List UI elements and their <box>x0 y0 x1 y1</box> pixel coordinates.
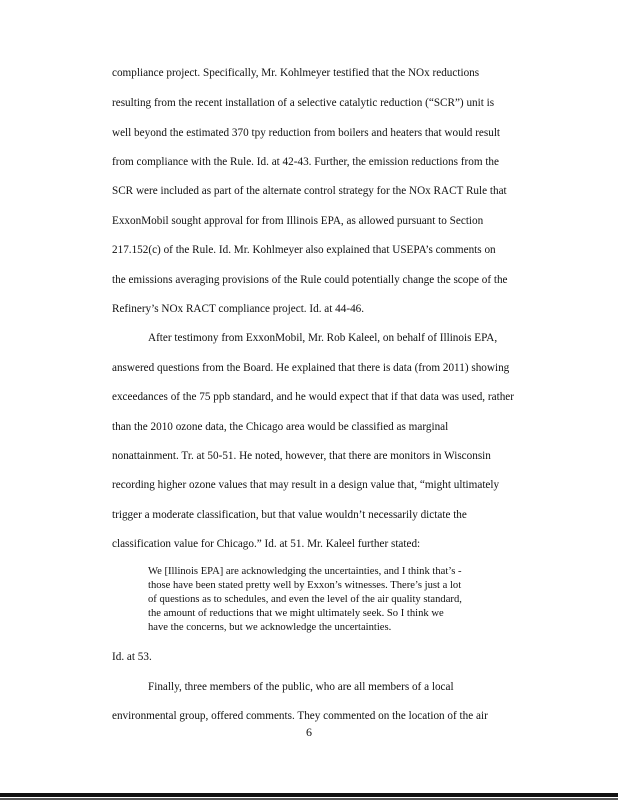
text-line: recording higher ozone values that may result in a design value that, “might ultimately <box>112 479 500 491</box>
text-line: the emissions averaging provisions of the Rule could potentially change the scope of the <box>112 274 508 286</box>
text-line: exceedances of the 75 ppb standard, and he would expect that if that data was used, rather <box>112 391 514 403</box>
block-quote-line: those have been stated pretty well by Exxon’s witnesses. There’s just a lot <box>148 580 462 591</box>
text-line: resulting from the recent installation of a selective catalytic reduction (“SCR”) unit is <box>112 97 495 109</box>
text-line: well beyond the estimated 370 tpy reduction from boilers and heaters that would result <box>112 127 501 139</box>
block-quote-line: have the concerns, but we acknowledge the uncertainties. <box>148 622 392 633</box>
block-quote-line: the amount of reductions that we might ultimately seek. So I think we <box>148 608 444 619</box>
text-line: trigger a moderate classification, but that value wouldn’t necessarily dictate the <box>112 509 467 521</box>
text-line: than the 2010 ozone data, the Chicago area would be classified as marginal <box>112 421 449 433</box>
text-line: SCR were included as part of the alternate control strategy for the NOx RACT Rule that <box>112 185 507 197</box>
text-line: classification value for Chicago.” Id. at 51. Mr. Kaleel further stated: <box>112 538 421 550</box>
citation: Id. at 53. <box>112 651 152 663</box>
text-line: Finally, three members of the public, who are all members of a local <box>148 681 454 693</box>
block-quote-line: We [Illinois EPA] are acknowledging the uncertainties, and I think that’s - <box>148 566 462 577</box>
block-quote-line: of questions as to schedules, and even the level of the air quality standard, <box>148 594 462 605</box>
scan-edge <box>0 793 618 797</box>
text-line: After testimony from ExxonMobil, Mr. Rob Kaleel, on behalf of Illinois EPA, <box>148 332 498 344</box>
page-number: 6 <box>306 725 312 739</box>
text-line: from compliance with the Rule. Id. at 42-43. Further, the emission reductions from the <box>112 156 499 168</box>
text-line: ExxonMobil sought approval for from Illinois EPA, as allowed pursuant to Section <box>112 215 484 227</box>
text-line: compliance project. Specifically, Mr. Kohlmeyer testified that the NOx reductions <box>112 67 480 79</box>
text-line: answered questions from the Board. He explained that there is data (from 2011) showing <box>112 362 510 374</box>
text-line: 217.152(c) of the Rule. Id. Mr. Kohlmeyer also explained that USEPA’s comments on <box>112 244 496 256</box>
text-line: environmental group, offered comments. They commented on the location of the air <box>112 710 488 722</box>
text-line: nonattainment. Tr. at 50-51. He noted, however, that there are monitors in Wisconsin <box>112 450 491 462</box>
text-line: Refinery’s NOx RACT compliance project. Id. at 44-46. <box>112 303 365 315</box>
